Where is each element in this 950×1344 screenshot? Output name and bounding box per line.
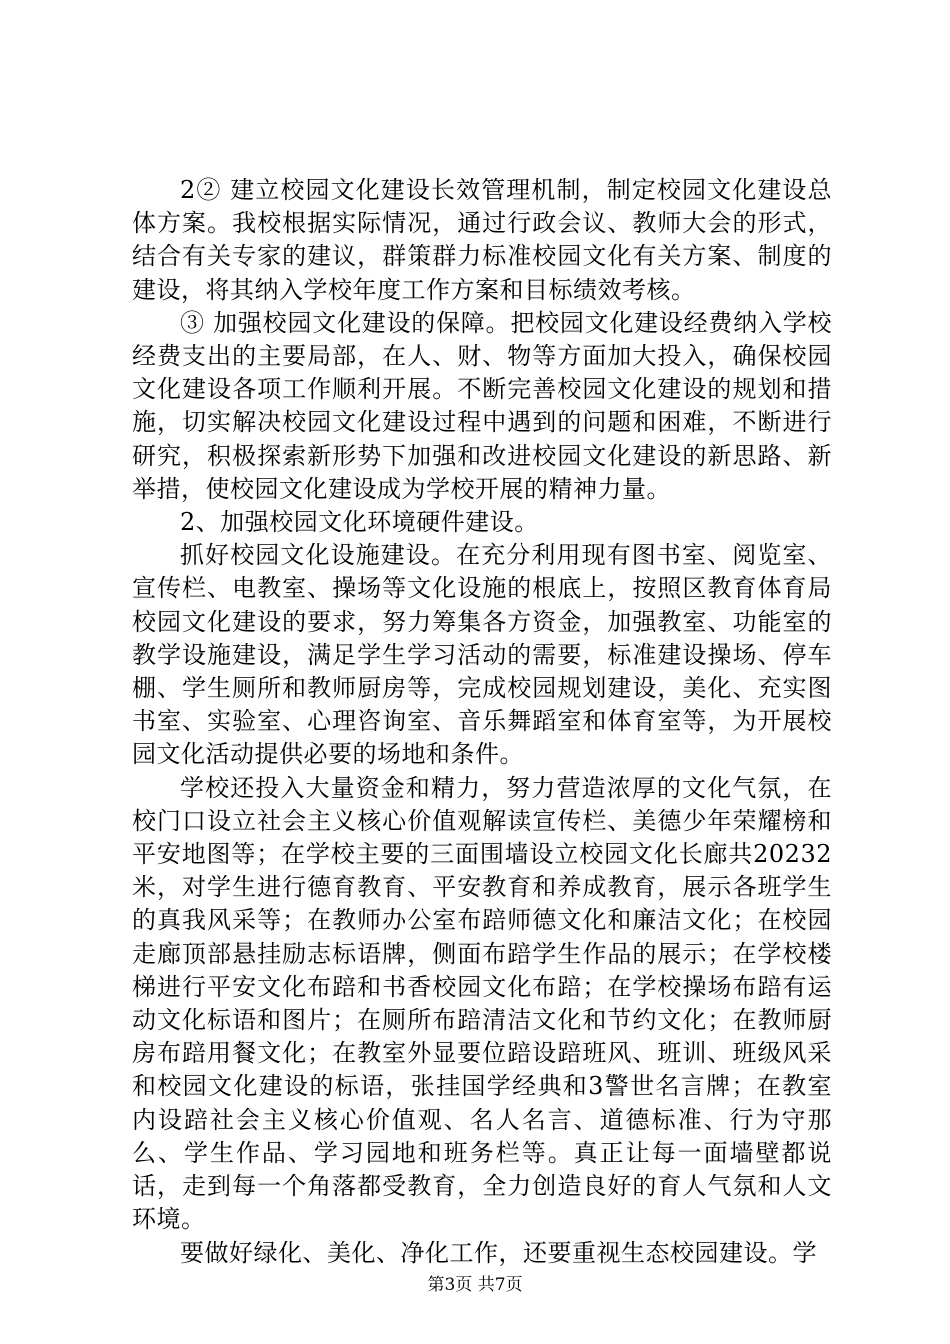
paragraph-greening: 要做好绿化、美化、净化工作，还要重视生态校园建设。学: [180, 1238, 817, 1267]
paragraph-hardware-heading: 2、加强校园文化环境硬件建设。: [180, 508, 539, 537]
paragraph-facilities: 抓好校园文化设施建设。在充分利用现有图书室、阅览室、宣传栏、电教室、操场等文化设施的根底上，按照区教育体育局校园文化建设的要求，努力筹集各方资金，加强教室、功能室的教学设施建设，满足学生学习活动的需要，标准建设操场、停车棚、学生厕所和教师厨房等，完成校园规划建设，美化、充实图书室、实验室、心理咨询室、音乐舞蹈室和体育室等，为开展校园文化活动提供必要的场地和条件。: [132, 541, 832, 769]
paragraph-management-mechanism: 2② 建立校园文化建设长效管理机制，制定校园文化建设总体方案。我校根据实际情况，通过行政会议、教师大会的形式，结合有关专家的建议，群策群力标准校园文化有关方案、制度的建设，将其纳入学校年度工作方案和目标绩效考核。: [132, 176, 832, 304]
paragraph-culture-guarantee: ③ 加强校园文化建设的保障。把校园文化建设经费纳入学校经费支出的主要局部，在人、财、物等方面加大投入，确保校园文化建设各项工作顺利开展。不断完善校园文化建设的规划和措施，切实解决校园文化建设过程中遇到的问题和困难，不断进行研究，积极探索新形势下加强和改进校园文化建设的新思路、新举措，使校园文化建设成为学校开展的精神力量。: [132, 308, 832, 503]
paragraph-atmosphere: 学校还投入大量资金和精力，努力营造浓厚的文化气氛，在校门口设立社会主义核心价值观解读宣传栏、美德少年荣耀榜和平安地图等；在学校主要的三面围墙设立校园文化长廊共20232米，对学生进行德育教育、平安教育和养成教育，展示各班学生的真我风采等；在教师办公室布踣师德文化和廉洁文化；在校园走廊顶部悬挂励志标语牌，侧面布踣学生作品的展示；在学校楼梯进行平安文化布踣和书香校园文化布踣；在学校操场布踣有运动文化标语和图片；在厕所布踣清洁文化和节约文化；在教师厨房布踣用餐文化；在教室外显要位踣设踣班风、班训、班级风采和校园文化建设的标语，张挂国学经典和3警世名言牌；在教室内设踣社会主义核心价值观、名人名言、道德标准、行为守那么、学生作品、学习园地和班务栏等。真正让每一面墙壁都说话，走到每一个角落都受教育，全力创造良好的育人气氛和人文环境。: [132, 773, 832, 1234]
page-footer: 第3页 共7页: [427, 1275, 523, 1295]
document-body: [132, 174, 832, 1270]
